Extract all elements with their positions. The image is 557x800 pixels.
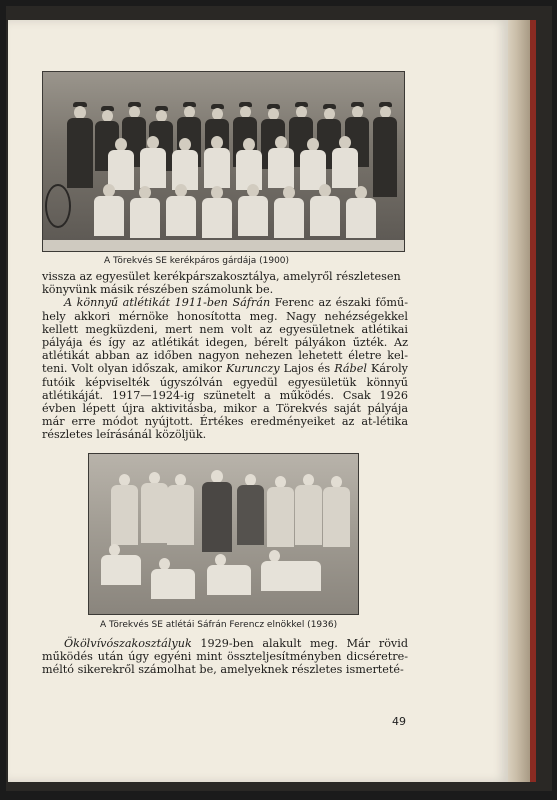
athletes-photo xyxy=(88,453,359,615)
text-run: 1929-ben alakult meg. Már rövid működés után úgy egyéni mint összteljesítményben dicséretre-méltó sikerekről számolhat be, amelyeknek részletes ismerteté- xyxy=(42,637,408,677)
text-run: Ferenc az északi főmű-hely akkori mérnöke honosította meg. Nagy nehézségekkel kellett megküzdeni, mert nem volt az egyesületnek atlétikai pályája és így az atlétikát idegen, bérelt pályákon űzték. Az atlétikát abban az időben nagyon nehezen lehetett életre kel-teni. Volt olyan időszak, amikor xyxy=(42,296,408,376)
body-text-block-2 xyxy=(42,637,408,677)
italic-name: Rábel xyxy=(334,362,367,376)
italic-phrase: Ökölvívószakosztályuk xyxy=(64,637,192,650)
text-run: Károly futóik képviselték úgyszólván egyedül egyesületük könnyű atlétikáját. 1917—1924-ig szünetelt a működés. Csak 1926 évben lépett újra aktivitásba, mikor a Törekvés saját pályája már erre módot nyújtott. Értékes eredményeiket az at-létika részletes leírásánál közöljük. xyxy=(42,362,408,442)
text-line: vissza az egyesület kerékpárszakosztálya, amelyről részletesen xyxy=(42,270,401,283)
italic-phrase: A könnyű atlétikát 1911-ben Sáfrán xyxy=(64,296,271,310)
cycling-team-photo xyxy=(42,71,405,252)
page-number: 49 xyxy=(392,715,406,728)
book-page-background xyxy=(6,6,552,791)
photo-ground xyxy=(43,240,404,251)
italic-name: Kurunczy xyxy=(226,362,280,376)
body-text-block-1 xyxy=(42,270,408,442)
paragraph-boxing xyxy=(42,637,408,677)
text-run: Lajos és xyxy=(279,362,335,376)
bicycle-wheel xyxy=(45,184,71,228)
paragraph-athletics xyxy=(42,296,408,441)
book-paper xyxy=(8,20,508,782)
photo1-caption: A Törekvés SE kerékpáros gárdája (1900) xyxy=(104,256,290,266)
text-line: könyvünk másik részében számolunk be. xyxy=(42,283,274,297)
book-binding-edge xyxy=(508,20,530,782)
photo2-caption: A Törekvés SE atlétái Sáfrán Ferencz elnökkel (1936) xyxy=(100,620,338,630)
